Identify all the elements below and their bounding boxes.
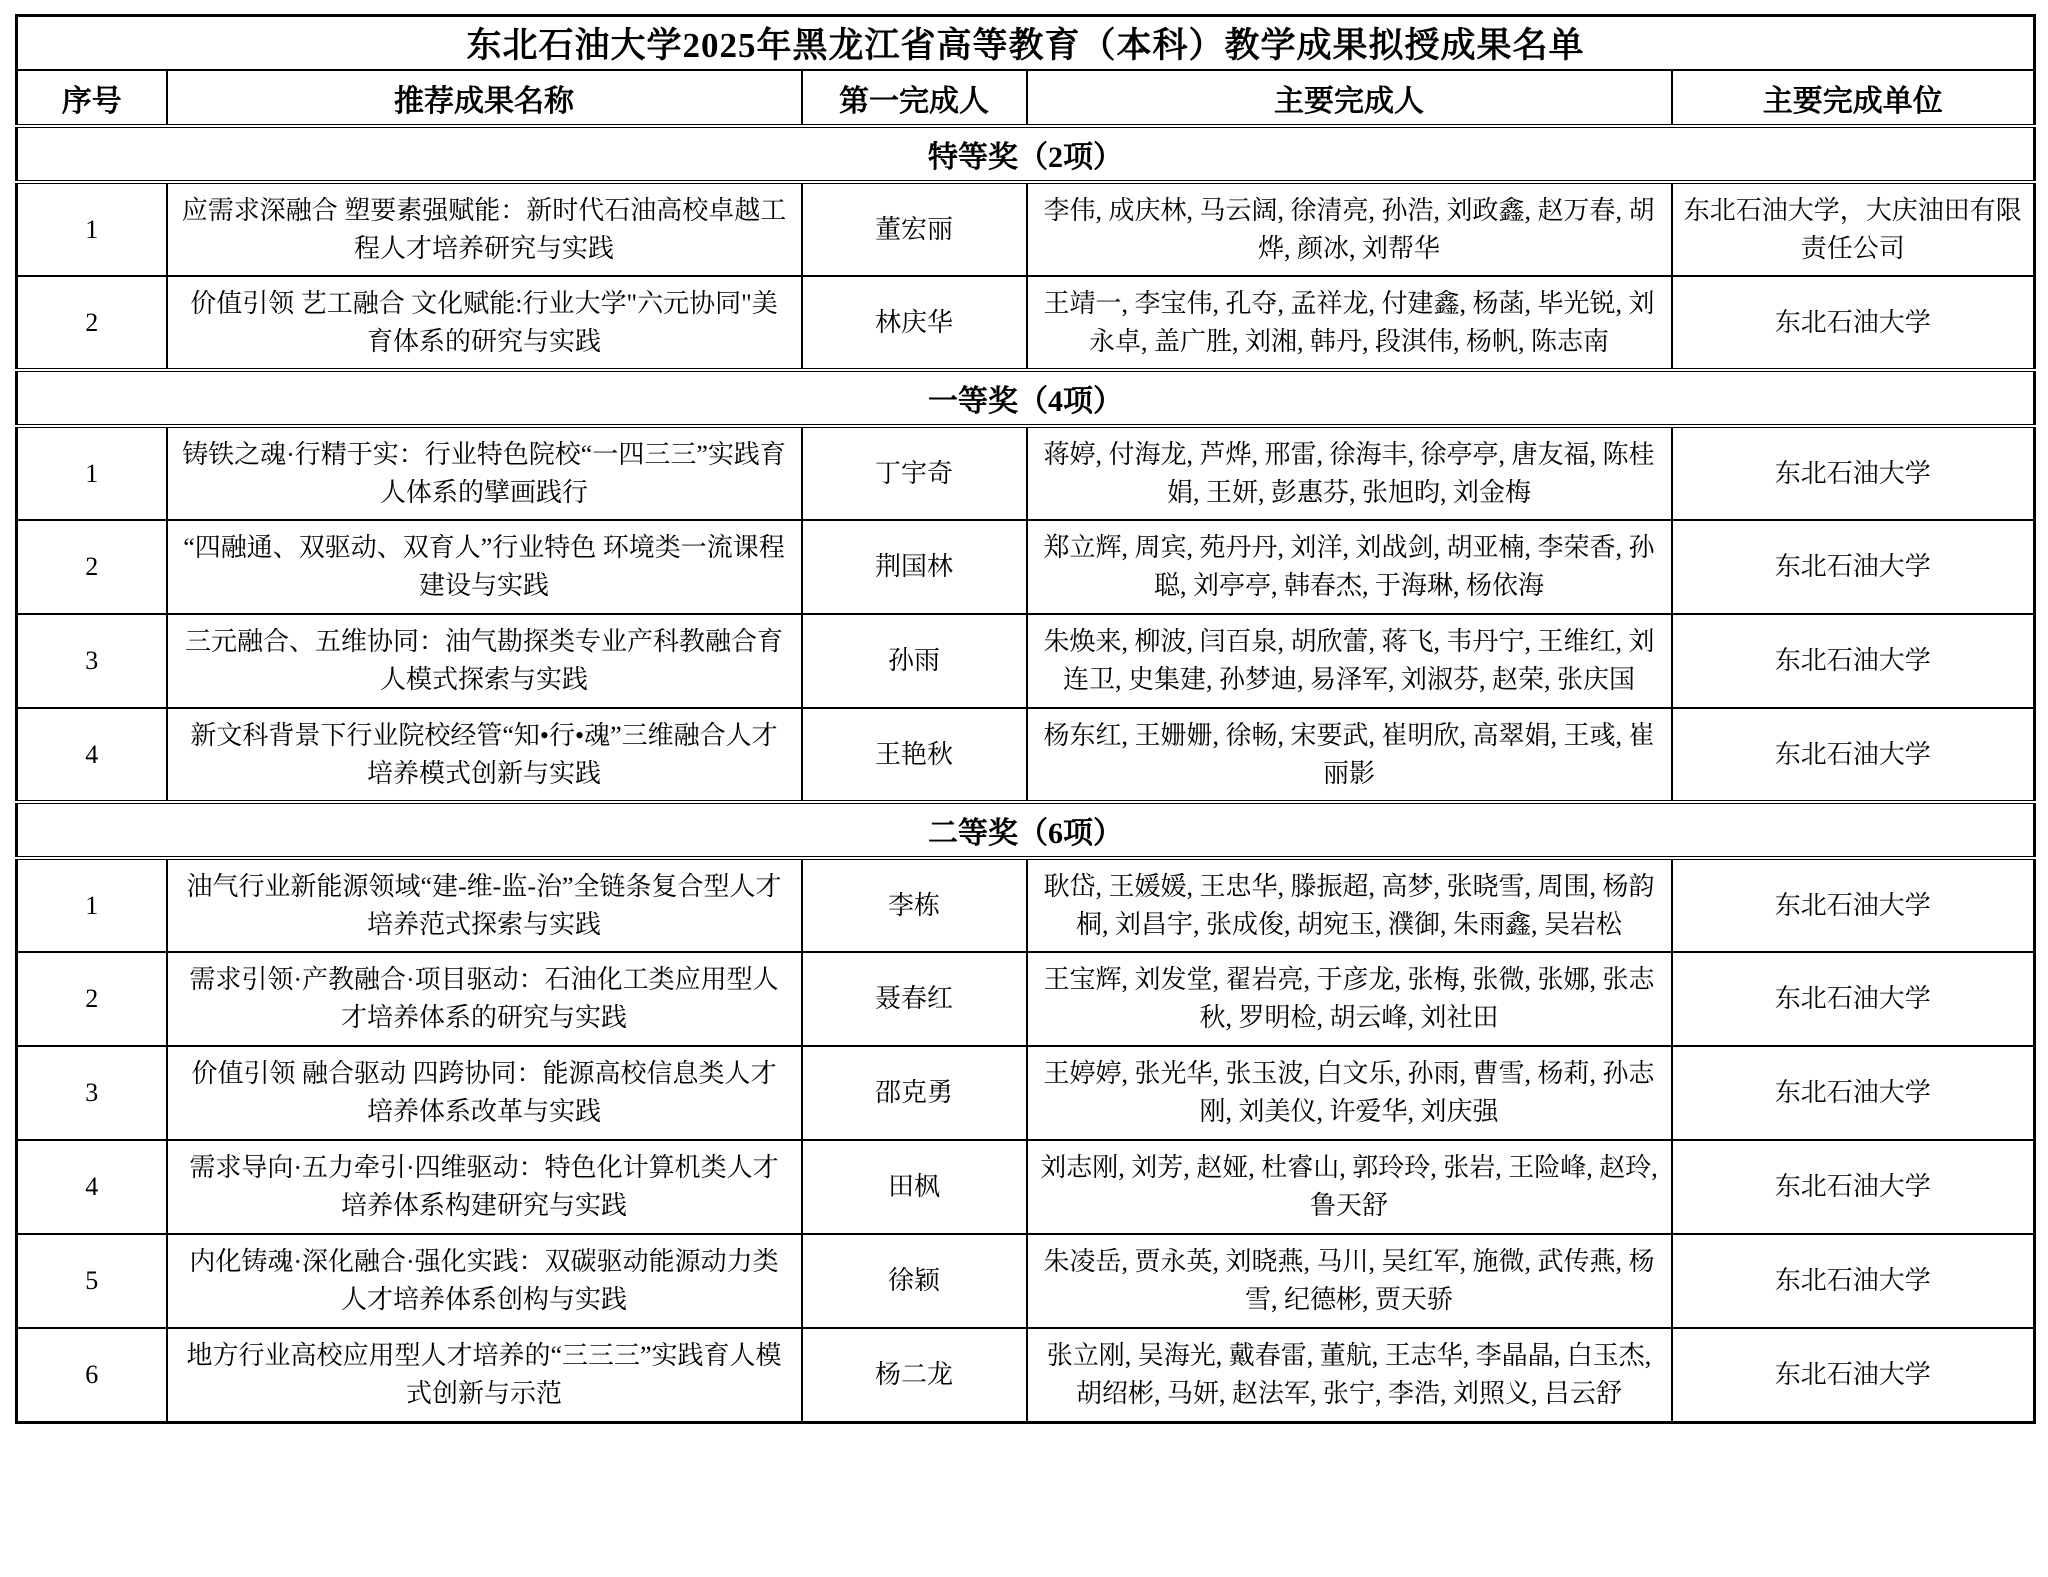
serial-number-cell: 3 xyxy=(17,614,167,708)
first-completer-cell: 孙雨 xyxy=(802,614,1027,708)
main-completers-cell: 杨东红, 王姗姗, 徐畅, 宋要武, 崔明欣, 高翠娟, 王彧, 崔丽影 xyxy=(1027,708,1672,802)
main-units-cell: 东北石油大学 xyxy=(1672,952,2035,1046)
achievement-name-cell: 需求导向·五力牵引·四维驱动：特色化计算机类人才培养体系构建研究与实践 xyxy=(167,1140,802,1234)
column-header: 主要完成单位 xyxy=(1672,70,2035,126)
first-completer-cell: 荆国林 xyxy=(802,520,1027,614)
main-units-cell: 东北石油大学 xyxy=(1672,426,2035,520)
main-completers-cell: 李伟, 成庆林, 马云阔, 徐清亮, 孙浩, 刘政鑫, 赵万春, 胡烨, 颜冰, 刘帮华 xyxy=(1027,182,1672,276)
achievement-name-cell: 铸铁之魂·行精于实：行业特色院校“一四三三”实践育人体系的擘画践行 xyxy=(167,426,802,520)
column-header: 推荐成果名称 xyxy=(167,70,802,126)
title-row xyxy=(17,16,2035,71)
serial-number-cell: 6 xyxy=(17,1328,167,1422)
main-units-cell: 东北石油大学，大庆油田有限责任公司 xyxy=(1672,182,2035,276)
achievement-name-cell: 油气行业新能源领域“建-维-监-治”全链条复合型人才培养范式探索与实践 xyxy=(167,858,802,952)
serial-number-cell: 3 xyxy=(17,1046,167,1140)
main-completers-cell: 王宝辉, 刘发堂, 翟岩亮, 于彦龙, 张梅, 张微, 张娜, 张志秋, 罗明检, 胡云峰, 刘社田 xyxy=(1027,952,1672,1046)
serial-number-cell: 2 xyxy=(17,952,167,1046)
main-units-cell: 东北石油大学 xyxy=(1672,276,2035,370)
section-row xyxy=(17,370,2035,426)
achievement-name-cell: 三元融合、五维协同：油气勘探类专业产科教融合育人模式探索与实践 xyxy=(167,614,802,708)
section-row xyxy=(17,802,2035,858)
first-completer-cell: 聂春红 xyxy=(802,952,1027,1046)
table-row xyxy=(17,276,2035,370)
serial-number-cell: 4 xyxy=(17,1140,167,1234)
first-completer-cell: 杨二龙 xyxy=(802,1328,1027,1422)
main-units-cell: 东北石油大学 xyxy=(1672,858,2035,952)
main-completers-cell: 蒋婷, 付海龙, 芦烨, 邢雷, 徐海丰, 徐亭亭, 唐友福, 陈桂娟, 王妍, 彭惠芬, 张旭昀, 刘金梅 xyxy=(1027,426,1672,520)
column-header: 序号 xyxy=(17,70,167,126)
first-completer-cell: 邵克勇 xyxy=(802,1046,1027,1140)
main-units-cell: 东北石油大学 xyxy=(1672,520,2035,614)
achievement-name-cell: 内化铸魂·深化融合·强化实践：双碳驱动能源动力类人才培养体系创构与实践 xyxy=(167,1234,802,1328)
main-units-cell: 东北石油大学 xyxy=(1672,1234,2035,1328)
page-title: 东北石油大学2025年黑龙江省高等教育（本科）教学成果拟授成果名单 xyxy=(17,16,2035,71)
table-body xyxy=(17,126,2035,1422)
table-row xyxy=(17,1140,2035,1234)
table-row xyxy=(17,614,2035,708)
achievement-name-cell: 应需求深融合 塑要素强赋能：新时代石油高校卓越工程人才培养研究与实践 xyxy=(167,182,802,276)
serial-number-cell: 2 xyxy=(17,520,167,614)
first-completer-cell: 丁宇奇 xyxy=(802,426,1027,520)
column-header: 第一完成人 xyxy=(802,70,1027,126)
section-label: 特等奖（2项） xyxy=(17,126,2035,182)
table-row xyxy=(17,1328,2035,1422)
first-completer-cell: 王艳秋 xyxy=(802,708,1027,802)
table-row xyxy=(17,858,2035,952)
first-completer-cell: 徐颖 xyxy=(802,1234,1027,1328)
table-row xyxy=(17,520,2035,614)
serial-number-cell: 1 xyxy=(17,426,167,520)
first-completer-cell: 林庆华 xyxy=(802,276,1027,370)
achievement-name-cell: 需求引领·产教融合·项目驱动：石油化工类应用型人才培养体系的研究与实践 xyxy=(167,952,802,1046)
column-header: 主要完成人 xyxy=(1027,70,1672,126)
main-completers-cell: 刘志刚, 刘芳, 赵娅, 杜睿山, 郭玲玲, 张岩, 王险峰, 赵玲, 鲁天舒 xyxy=(1027,1140,1672,1234)
main-units-cell: 东北石油大学 xyxy=(1672,1046,2035,1140)
achievement-name-cell: 价值引领 艺工融合 文化赋能:行业大学"六元协同"美育体系的研究与实践 xyxy=(167,276,802,370)
serial-number-cell: 1 xyxy=(17,858,167,952)
first-completer-cell: 董宏丽 xyxy=(802,182,1027,276)
main-completers-cell: 郑立辉, 周宾, 苑丹丹, 刘洋, 刘战剑, 胡亚楠, 李荣香, 孙聪, 刘亭亭, 韩春杰, 于海琳, 杨依海 xyxy=(1027,520,1672,614)
table-row xyxy=(17,952,2035,1046)
main-units-cell: 东北石油大学 xyxy=(1672,614,2035,708)
main-completers-cell: 耿岱, 王媛媛, 王忠华, 滕振超, 高梦, 张晓雪, 周围, 杨韵桐, 刘昌宇, 张成俊, 胡宛玉, 濮御, 朱雨鑫, 吴岩松 xyxy=(1027,858,1672,952)
section-label: 一等奖（4项） xyxy=(17,370,2035,426)
achievement-name-cell: 价值引领 融合驱动 四跨协同：能源高校信息类人才培养体系改革与实践 xyxy=(167,1046,802,1140)
table-row xyxy=(17,1234,2035,1328)
achievement-name-cell: 新文科背景下行业院校经管“知•行•魂”三维融合人才培养模式创新与实践 xyxy=(167,708,802,802)
table-row xyxy=(17,182,2035,276)
achievement-name-cell: “四融通、双驱动、双育人”行业特色 环境类一流课程建设与实践 xyxy=(167,520,802,614)
main-units-cell: 东北石油大学 xyxy=(1672,1328,2035,1422)
serial-number-cell: 5 xyxy=(17,1234,167,1328)
main-units-cell: 东北石油大学 xyxy=(1672,1140,2035,1234)
serial-number-cell: 2 xyxy=(17,276,167,370)
serial-number-cell: 1 xyxy=(17,182,167,276)
section-row xyxy=(17,126,2035,182)
header-row xyxy=(17,70,2035,126)
achievement-name-cell: 地方行业高校应用型人才培养的“三三三”实践育人模式创新与示范 xyxy=(167,1328,802,1422)
main-completers-cell: 王婷婷, 张光华, 张玉波, 白文乐, 孙雨, 曹雪, 杨莉, 孙志刚, 刘美仪, 许爱华, 刘庆强 xyxy=(1027,1046,1672,1140)
table-row xyxy=(17,708,2035,802)
main-completers-cell: 王靖一, 李宝伟, 孔夺, 孟祥龙, 付建鑫, 杨菡, 毕光锐, 刘永卓, 盖广胜, 刘湘, 韩丹, 段淇伟, 杨帆, 陈志南 xyxy=(1027,276,1672,370)
first-completer-cell: 李栋 xyxy=(802,858,1027,952)
table-row xyxy=(17,426,2035,520)
main-completers-cell: 张立刚, 吴海光, 戴春雷, 董航, 王志华, 李晶晶, 白玉杰, 胡绍彬, 马妍, 赵法军, 张宁, 李浩, 刘照义, 吕云舒 xyxy=(1027,1328,1672,1422)
section-label: 二等奖（6项） xyxy=(17,802,2035,858)
awards-table xyxy=(15,14,2036,1424)
table-row xyxy=(17,1046,2035,1140)
first-completer-cell: 田枫 xyxy=(802,1140,1027,1234)
main-completers-cell: 朱焕来, 柳波, 闫百泉, 胡欣蕾, 蒋飞, 韦丹宁, 王维红, 刘连卫, 史集建, 孙梦迪, 易泽军, 刘淑芬, 赵荣, 张庆国 xyxy=(1027,614,1672,708)
main-units-cell: 东北石油大学 xyxy=(1672,708,2035,802)
serial-number-cell: 4 xyxy=(17,708,167,802)
main-completers-cell: 朱凌岳, 贾永英, 刘晓燕, 马川, 吴红军, 施微, 武传燕, 杨雪, 纪德彬, 贾天骄 xyxy=(1027,1234,1672,1328)
